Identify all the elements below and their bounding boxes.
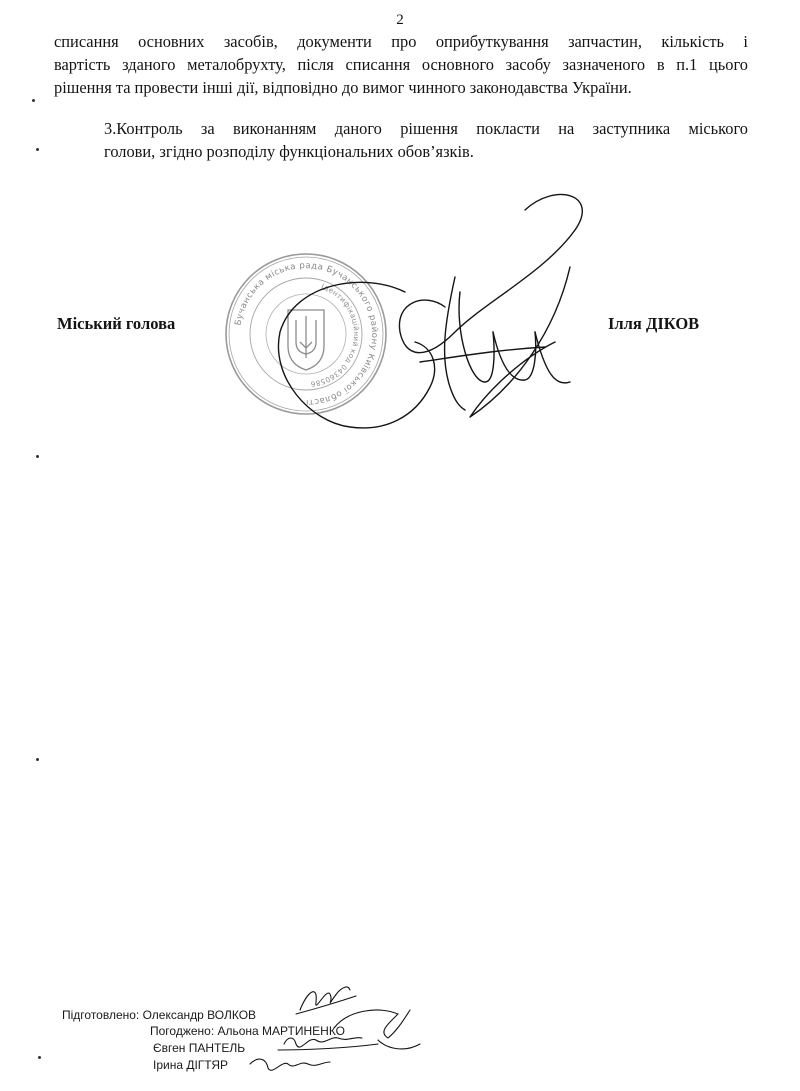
scan-dot — [32, 99, 35, 102]
scan-dot — [36, 455, 39, 458]
paragraph-continuation — [54, 30, 748, 99]
stamp-ring-text: Бучанська міська рада Бучанського району Київської області — [233, 260, 380, 408]
scan-dot — [38, 1056, 41, 1059]
signatory-role: Міський голова — [57, 314, 176, 333]
paragraph-line: рішення та провести інші дії, відповідно до вимог чинного законодавства України. — [54, 78, 632, 97]
agreed-by-2: Євген ПАНТЕЛЬ — [153, 1041, 246, 1055]
paragraph-control — [54, 117, 748, 163]
scan-dot — [36, 758, 39, 761]
paragraph-line: голови, згідно розподілу функціональних обов’язків. — [104, 142, 474, 161]
prepared-by: Підготовлено: Олександр ВОЛКОВ — [62, 1008, 257, 1022]
signatory-name: Ілля ДІКОВ — [608, 314, 700, 333]
paragraph-line: списання основних засобів, документи про оприбуткування запчастин, кількість і — [54, 32, 748, 51]
page-number: 2 — [396, 12, 404, 28]
paragraph-line: 3.Контроль за виконанням даного рішення покласти на заступника міського — [104, 119, 748, 138]
scan-dot — [36, 148, 39, 151]
paragraph-line: вартість зданого металобрухту, після списання основного засобу зазначеного в п.1 цього — [54, 55, 748, 74]
footer-signatures — [238, 980, 428, 1085]
agreed-by-3: Ірина ДІГТЯР — [153, 1058, 229, 1072]
agreed-by: Погоджено: Альона МАРТИНЕНКО — [150, 1024, 346, 1038]
mayor-signature — [255, 182, 595, 442]
stamp-code-text: Ідентифікаційний код 04360586 — [309, 281, 362, 389]
